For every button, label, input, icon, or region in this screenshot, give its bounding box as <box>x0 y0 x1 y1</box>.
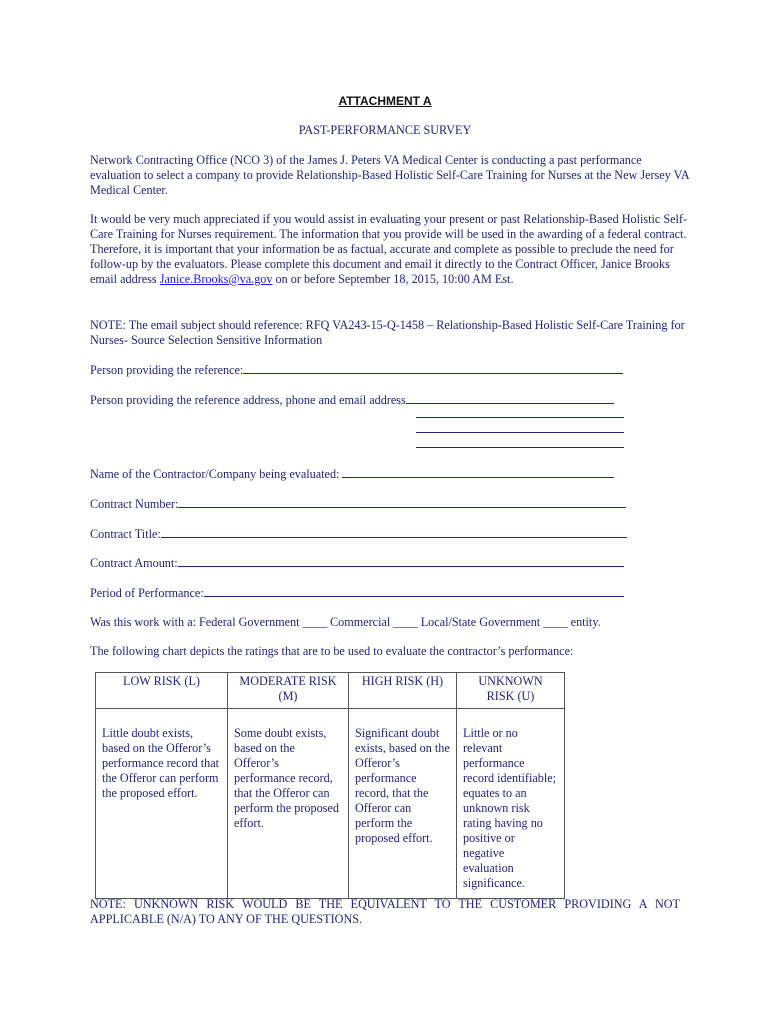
contractor-field <box>90 466 614 482</box>
header-unknown-risk: UNKNOWN RISK (U) <box>457 673 565 709</box>
request-text: It would be very much appreciated if you would assist in evaluating your present or past Relationship-Based Holistic Self-Care Training for Nurses requirement. The information that you provide will be used in the awarding of a federal contract. Therefore, it is important that your information be as factual, accurate and complete as possible to preclude the need for follow-up by the evaluators. Please complete this document and email it directly to the Contract Officer, Janice Brooks email address <box>90 212 688 286</box>
person-blank[interactable] <box>243 362 623 374</box>
table-header-row <box>96 673 565 709</box>
desc-moderate-risk: Some doubt exists, based on the Offeror’s performance record, that the Offeror can perform the proposed effort. <box>228 709 349 899</box>
contract-amount-field <box>90 555 624 571</box>
contract-number-field <box>90 496 626 512</box>
header-moderate-risk: MODERATE RISK (M) <box>228 673 349 709</box>
unknown-risk-note: NOTE: UNKNOWN RISK WOULD BE THE EQUIVALENT TO THE CUSTOMER PROVIDING A NOT APPLICABLE (N/A) TO ANY OF THE QUESTIONS. <box>90 897 680 926</box>
person-label: Person providing the reference: <box>90 363 244 377</box>
contractor-blank[interactable] <box>342 466 614 478</box>
contract-amount-blank[interactable] <box>178 555 624 567</box>
desc-high-risk: Significant doubt exists, based on the Offeror’s performance record, that the Offeror can perform the proposed effort. <box>349 709 457 899</box>
document-subtitle: PAST-PERFORMANCE SURVEY <box>298 123 472 137</box>
period-field <box>90 585 624 601</box>
header-high-risk: HIGH RISK (H) <box>349 673 457 709</box>
contract-amount-label: Contract Amount: <box>90 556 178 570</box>
request-deadline: on or before September 18, 2015, 10:00 AM Est. <box>272 272 514 286</box>
email-link[interactable]: Janice.Brooks@va.gov <box>159 272 273 286</box>
request-paragraph <box>90 212 690 287</box>
address-label: Person providing the reference address, phone and email address <box>90 393 406 407</box>
intro-paragraph: Network Contracting Office (NCO 3) of the James J. Peters VA Medical Center is conducting a past performance evaluation to select a company to provide Relationship-Based Holistic Self-Care Training for Nurses at the New Jersey VA Medical Center. <box>90 153 689 197</box>
document-title: ATTACHMENT A <box>338 94 432 108</box>
address-blank-2[interactable] <box>416 406 624 418</box>
contractor-label: Name of the Contractor/Company being evaluated: <box>90 467 343 481</box>
work-type-line: Was this work with a: Federal Government ____ Commercial ____ Local/State Government ____ entity. <box>90 615 601 629</box>
risk-ratings-table <box>95 672 565 899</box>
address-blank-4[interactable] <box>416 436 624 448</box>
period-label: Period of Performance: <box>90 586 204 600</box>
chart-intro: The following chart depicts the ratings that are to be used to evaluate the contractor’s performance: <box>90 644 574 658</box>
subject-note: NOTE: The email subject should reference: RFQ VA243-15-Q-1458 – Relationship-Based Holistic Self-Care Training for Nurses- Source Selection Sensitive Information <box>90 318 685 347</box>
address-blank-3[interactable] <box>416 421 624 433</box>
desc-low-risk: Little doubt exists, based on the Offeror’s performance record that the Offeror can perform the proposed effort. <box>96 709 228 899</box>
contract-number-blank[interactable] <box>178 496 626 508</box>
desc-unknown-risk: Little or no relevant performance record identifiable; equates to an unknown risk rating having no positive or negative evaluation significance. <box>457 709 565 899</box>
header-low-risk: LOW RISK (L) <box>96 673 228 709</box>
person-field <box>90 362 623 378</box>
period-blank[interactable] <box>204 585 624 597</box>
contract-title-field <box>90 526 627 542</box>
contract-title-label: Contract Title: <box>90 527 161 541</box>
contract-number-label: Contract Number: <box>90 497 179 511</box>
table-row <box>96 709 565 899</box>
contract-title-blank[interactable] <box>161 526 627 538</box>
address-blank[interactable] <box>406 392 614 404</box>
